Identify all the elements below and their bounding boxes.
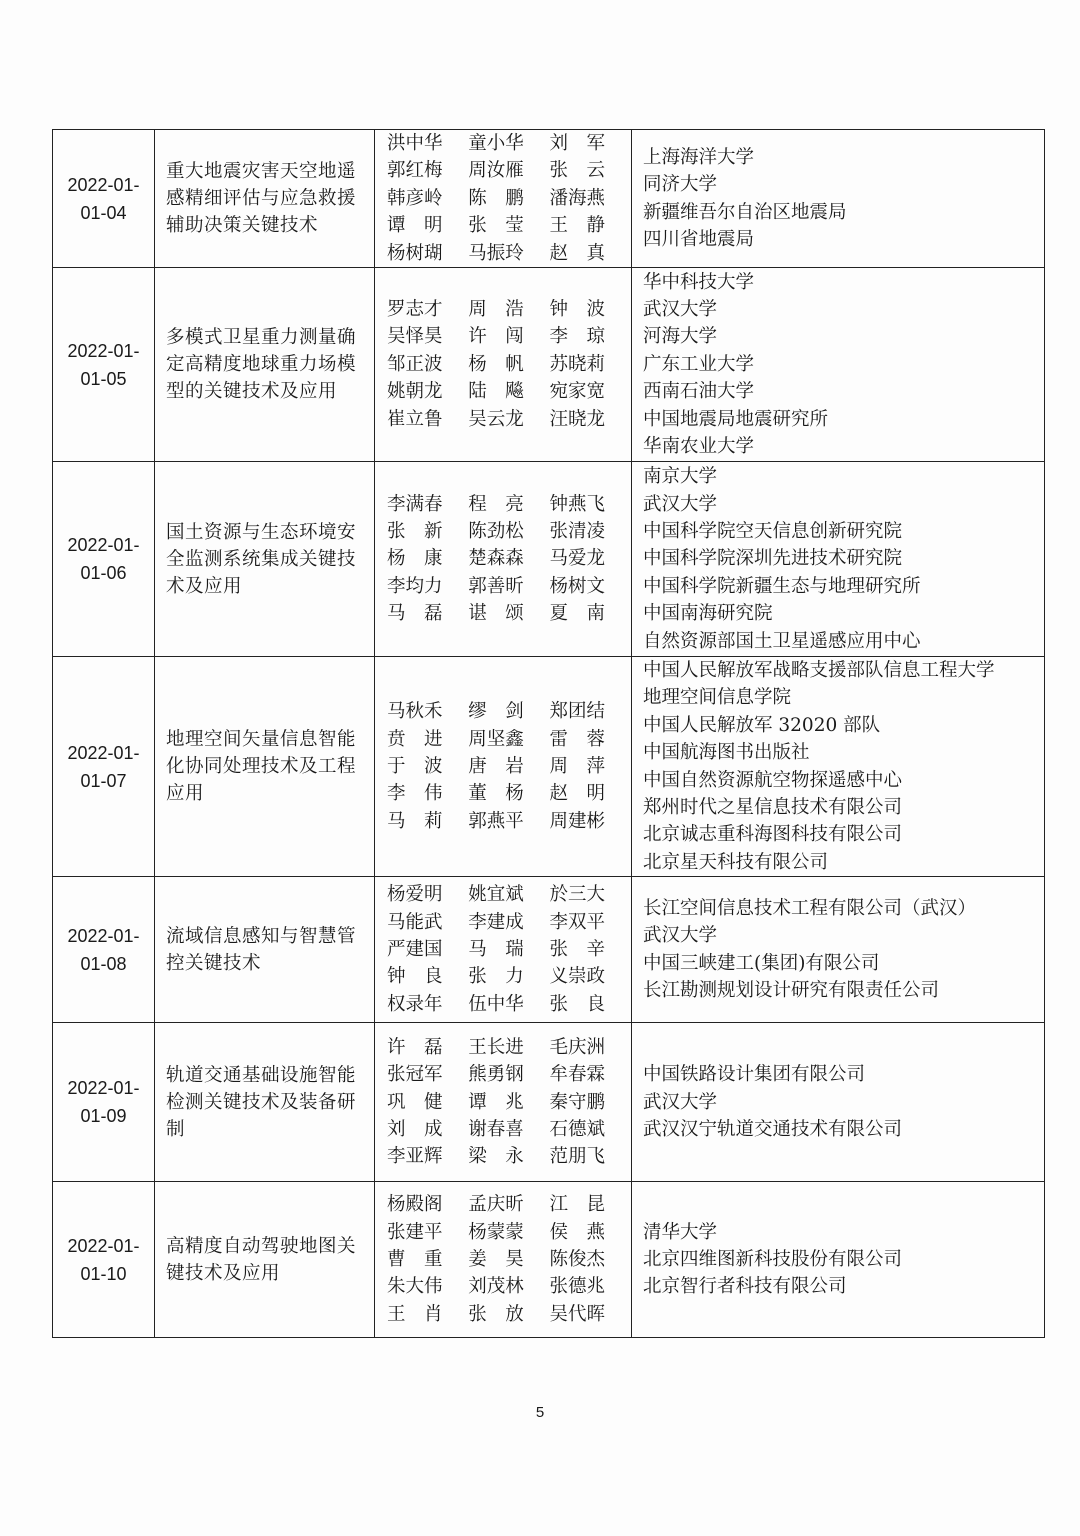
member-name: 杨树文: [549, 575, 605, 597]
project-members: [375, 657, 632, 877]
organization-name: 中国南海研究院: [643, 603, 773, 625]
organization-name: 华中科技大学: [643, 271, 755, 293]
member-line: [387, 600, 605, 627]
member-name: 刘茂林: [468, 1276, 524, 1298]
member-name: 郭善昕: [468, 575, 524, 597]
organization-name: 河海大学: [643, 326, 718, 348]
member-name: 陈 鹏: [468, 187, 524, 209]
member-name: 邹正波: [387, 353, 443, 375]
member-name: 张 新: [387, 520, 443, 542]
table-row: [53, 1182, 1045, 1338]
member-line: [387, 491, 605, 518]
member-name: 权录年: [387, 993, 443, 1015]
member-line: [387, 909, 605, 936]
member-name: 李均力: [387, 575, 443, 597]
member-name: 刘 军: [549, 133, 605, 154]
member-name: 郑团结: [549, 701, 605, 723]
member-line: [387, 1116, 605, 1143]
organization-name: 同济大学: [643, 174, 718, 196]
member-name: 罗志才: [387, 299, 443, 321]
member-name: 杨蒙蒙: [468, 1221, 524, 1243]
organization-name: 华南农业大学: [643, 436, 755, 458]
member-line: [387, 780, 605, 807]
member-name: 宛家宽: [549, 381, 605, 403]
member-name: 王 静: [549, 215, 605, 237]
project-number: 2022-01- 01-05: [53, 268, 155, 462]
member-name: 马振玲: [468, 242, 524, 264]
member-name: 张清凌: [549, 520, 605, 542]
project-organizations: [632, 1023, 1045, 1182]
member-name: 钟 良: [387, 966, 443, 988]
member-name: 姚朝龙: [387, 381, 443, 403]
member-name: 郭燕平: [468, 810, 524, 832]
member-name: 汪晓龙: [549, 408, 605, 430]
project-members: [375, 462, 632, 657]
member-name: 姜 昊: [468, 1249, 524, 1271]
member-name: 张 放: [468, 1303, 524, 1325]
member-name: 李 伟: [387, 783, 443, 805]
member-name: 张 良: [549, 993, 605, 1015]
project-number: 2022-01- 01-08: [53, 877, 155, 1023]
member-line: [387, 753, 605, 780]
project-title: 国土资源与生态环境安全监测系统集成关键技术及应用: [155, 462, 375, 657]
member-name: 严建国: [387, 939, 443, 961]
member-name: 吴云龙: [468, 408, 524, 430]
member-line: [387, 1219, 605, 1246]
member-name: 朱大伟: [387, 1276, 443, 1298]
project-members: [375, 130, 632, 268]
member-name: 程 亮: [468, 493, 524, 515]
member-line: [387, 406, 605, 433]
table-row: [53, 1023, 1045, 1182]
member-name: 姚宜斌: [468, 884, 524, 906]
member-name: 马爱龙: [549, 548, 605, 570]
member-line: [387, 936, 605, 963]
member-name: 李 琼: [549, 326, 605, 348]
project-organizations: [632, 130, 1045, 268]
member-name: 苏晓莉: [549, 353, 605, 375]
member-name: 马能武: [387, 911, 443, 933]
member-name: 张 辛: [549, 939, 605, 961]
member-line: [387, 1246, 605, 1273]
member-name: 唐 岩: [468, 755, 524, 777]
table-row: [53, 877, 1045, 1023]
member-name: 伍中华: [468, 993, 524, 1015]
member-name: 王 肖: [387, 1303, 443, 1325]
project-organizations: [632, 1182, 1045, 1338]
organization-name: 中国航海图书出版社: [643, 742, 810, 764]
member-name: 张 力: [468, 966, 524, 988]
project-title: 流域信息感知与智慧管控关键技术: [155, 877, 375, 1023]
member-line: [387, 808, 605, 835]
member-name: 江 昆: [549, 1194, 605, 1216]
organization-name: 北京星天科技有限公司: [643, 851, 829, 873]
member-name: 周 萍: [549, 755, 605, 777]
member-line: [387, 726, 605, 753]
organization-name: 中国人民解放军战略支援部队信息工程大学: [643, 660, 995, 682]
table-row: [53, 462, 1045, 657]
member-name: 张建平: [387, 1221, 443, 1243]
member-name: 孟庆昕: [468, 1194, 524, 1216]
member-line: [387, 1061, 605, 1088]
member-line: [387, 545, 605, 572]
member-name: 杨 帆: [468, 353, 524, 375]
member-name: 周坚鑫: [468, 728, 524, 750]
member-name: 董 杨: [468, 783, 524, 805]
member-name: 梁 永: [468, 1146, 524, 1168]
member-line: [387, 518, 605, 545]
member-name: 李双平: [549, 911, 605, 933]
member-line: [387, 991, 605, 1018]
member-name: 李满春: [387, 493, 443, 515]
member-name: 毛庆洲: [549, 1036, 605, 1058]
organization-name: 北京智行者科技有限公司: [643, 1276, 847, 1298]
member-name: 曹 重: [387, 1249, 443, 1271]
project-title: 轨道交通基础设施智能检测关键技术及装备研制: [155, 1023, 375, 1182]
project-members: [375, 268, 632, 462]
organization-name: 新疆维吾尔自治区地震局: [643, 201, 847, 223]
project-title: 多模式卫星重力测量确定高精度地球重力场模型的关键技术及应用: [155, 268, 375, 462]
project-number: 2022-01- 01-04: [53, 130, 155, 268]
member-name: 夏 南: [549, 603, 605, 625]
member-line: [387, 185, 605, 212]
project-title: 高精度自动驾驶地图关键技术及应用: [155, 1182, 375, 1338]
member-name: 陈俊杰: [549, 1249, 605, 1271]
member-name: 童小华: [468, 133, 524, 154]
member-name: 崔立鲁: [387, 408, 443, 430]
member-name: 周汝雁: [468, 160, 524, 182]
member-name: 周 浩: [468, 299, 524, 321]
organization-name: 南京大学: [643, 466, 718, 488]
organization-name: 中国三峡建工(集团)有限公司: [643, 952, 880, 974]
organization-name: 武汉大学: [643, 925, 718, 947]
organization-name: 北京诚志重科海图科技有限公司: [643, 824, 903, 846]
member-name: 缪 剑: [468, 701, 524, 723]
member-line: [387, 130, 605, 157]
project-members: [375, 1023, 632, 1182]
member-name: 杨树瑚: [387, 242, 443, 264]
member-name: 马 磊: [387, 603, 443, 625]
member-name: 钟燕飞: [549, 493, 605, 515]
member-line: [387, 573, 605, 600]
member-name: 范朋飞: [549, 1146, 605, 1168]
member-line: [387, 963, 605, 990]
member-line: [387, 698, 605, 725]
organization-name: 郑州时代之星信息技术有限公司: [643, 797, 903, 819]
organization-name: 中国科学院深圳先进技术研究院: [643, 548, 903, 570]
member-line: [387, 1191, 605, 1218]
member-name: 马秋禾: [387, 701, 443, 723]
project-number: 2022-01- 01-07: [53, 657, 155, 877]
member-name: 张冠军: [387, 1064, 443, 1086]
organization-name: 武汉大学: [643, 299, 718, 321]
member-name: 谭 明: [387, 215, 443, 237]
member-name: 郭红梅: [387, 160, 443, 182]
member-name: 牟春霖: [549, 1064, 605, 1086]
project-members: [375, 877, 632, 1023]
member-name: 巩 健: [387, 1091, 443, 1113]
project-number: 2022-01- 01-10: [53, 1182, 155, 1338]
member-line: [387, 1273, 605, 1300]
member-name: 钟 波: [549, 299, 605, 321]
project-organizations: [632, 268, 1045, 462]
member-name: 李亚辉: [387, 1146, 443, 1168]
project-number: 2022-01- 01-09: [53, 1023, 155, 1182]
member-name: 侯 燕: [549, 1221, 605, 1243]
project-organizations: [632, 657, 1045, 877]
member-line: [387, 1034, 605, 1061]
member-name: 於三大: [549, 884, 605, 906]
member-name: 谌 颂: [468, 603, 524, 625]
organization-name: 中国铁路设计集团有限公司: [643, 1064, 866, 1086]
organization-name: 中国地震局地震研究所: [643, 408, 829, 430]
project-organizations: [632, 462, 1045, 657]
member-name: 马 莉: [387, 810, 443, 832]
member-name: 楚森森: [468, 548, 524, 570]
project-number: 2022-01- 01-06: [53, 462, 155, 657]
member-name: 周建彬: [549, 810, 605, 832]
organization-name: 中国科学院新疆生态与地理研究所: [643, 575, 921, 597]
organization-name: 中国人民解放军 32020 部队: [643, 714, 881, 736]
organization-name: 地理空间信息学院: [643, 687, 792, 709]
page-number: 5: [535, 1404, 545, 1421]
member-line: [387, 378, 605, 405]
organization-name: 武汉大学: [643, 1091, 718, 1113]
member-name: 刘 成: [387, 1118, 443, 1140]
project-title: 重大地震灾害天空地遥感精细评估与应急救援辅助决策关键技术: [155, 130, 375, 268]
member-name: 马 瑞: [468, 939, 524, 961]
member-name: 谢春喜: [468, 1118, 524, 1140]
organization-name: 长江勘测规划设计研究有限责任公司: [643, 980, 940, 1002]
project-organizations: [632, 877, 1045, 1023]
awards-table: [52, 129, 1045, 1338]
member-name: 吴代晖: [549, 1303, 605, 1325]
member-line: [387, 240, 605, 267]
organization-name: 武汉大学: [643, 493, 718, 515]
organization-name: 中国自然资源航空物探遥感中心: [643, 769, 903, 791]
table-row: [53, 268, 1045, 462]
awards-table-body: [53, 130, 1045, 1338]
member-line: [387, 1089, 605, 1116]
member-name: 陆 飚: [468, 381, 524, 403]
member-name: 洪中华: [387, 133, 443, 154]
member-name: 张 莹: [468, 215, 524, 237]
organization-name: 广东工业大学: [643, 353, 755, 375]
member-name: 王长进: [468, 1036, 524, 1058]
member-line: [387, 157, 605, 184]
member-name: 雷 蓉: [549, 728, 605, 750]
member-line: [387, 881, 605, 908]
member-name: 于 波: [387, 755, 443, 777]
table-row: [53, 130, 1045, 268]
member-name: 许 磊: [387, 1036, 443, 1058]
table-row: [53, 657, 1045, 877]
member-line: [387, 212, 605, 239]
organization-name: 自然资源部国土卫星遥感应用中心: [643, 630, 921, 652]
member-name: 贲 进: [387, 728, 443, 750]
organization-name: 长江空间信息技术工程有限公司（武汉）: [643, 897, 977, 919]
member-name: 熊勇钢: [468, 1064, 524, 1086]
organization-name: 武汉汉宁轨道交通技术有限公司: [643, 1118, 903, 1140]
member-name: 杨 康: [387, 548, 443, 570]
organization-name: 上海海洋大学: [643, 146, 755, 168]
organization-name: 四川省地震局: [643, 228, 755, 250]
organization-name: 西南石油大学: [643, 381, 755, 403]
member-name: 杨爱明: [387, 884, 443, 906]
member-name: 张德兆: [549, 1276, 605, 1298]
member-name: 义崇政: [549, 966, 605, 988]
member-name: 张 云: [549, 160, 605, 182]
member-name: 许 闯: [468, 326, 524, 348]
member-line: [387, 1143, 605, 1170]
member-name: 陈劲松: [468, 520, 524, 542]
project-title: 地理空间矢量信息智能化协同处理技术及工程应用: [155, 657, 375, 877]
member-name: 赵 明: [549, 783, 605, 805]
member-name: 石德斌: [549, 1118, 605, 1140]
member-line: [387, 323, 605, 350]
member-name: 杨殿阁: [387, 1194, 443, 1216]
member-line: [387, 1301, 605, 1328]
member-name: 潘海燕: [549, 187, 605, 209]
member-name: 秦守鹏: [549, 1091, 605, 1113]
organization-name: 中国科学院空天信息创新研究院: [643, 520, 903, 542]
member-name: 李建成: [468, 911, 524, 933]
member-name: 赵 真: [549, 242, 605, 264]
project-members: [375, 1182, 632, 1338]
member-name: 谭 兆: [468, 1091, 524, 1113]
member-line: [387, 351, 605, 378]
organization-name: 北京四维图新科技股份有限公司: [643, 1249, 903, 1271]
organization-name: 清华大学: [643, 1221, 718, 1243]
member-name: 韩彦岭: [387, 187, 443, 209]
member-line: [387, 296, 605, 323]
member-name: 吴怿昊: [387, 326, 443, 348]
